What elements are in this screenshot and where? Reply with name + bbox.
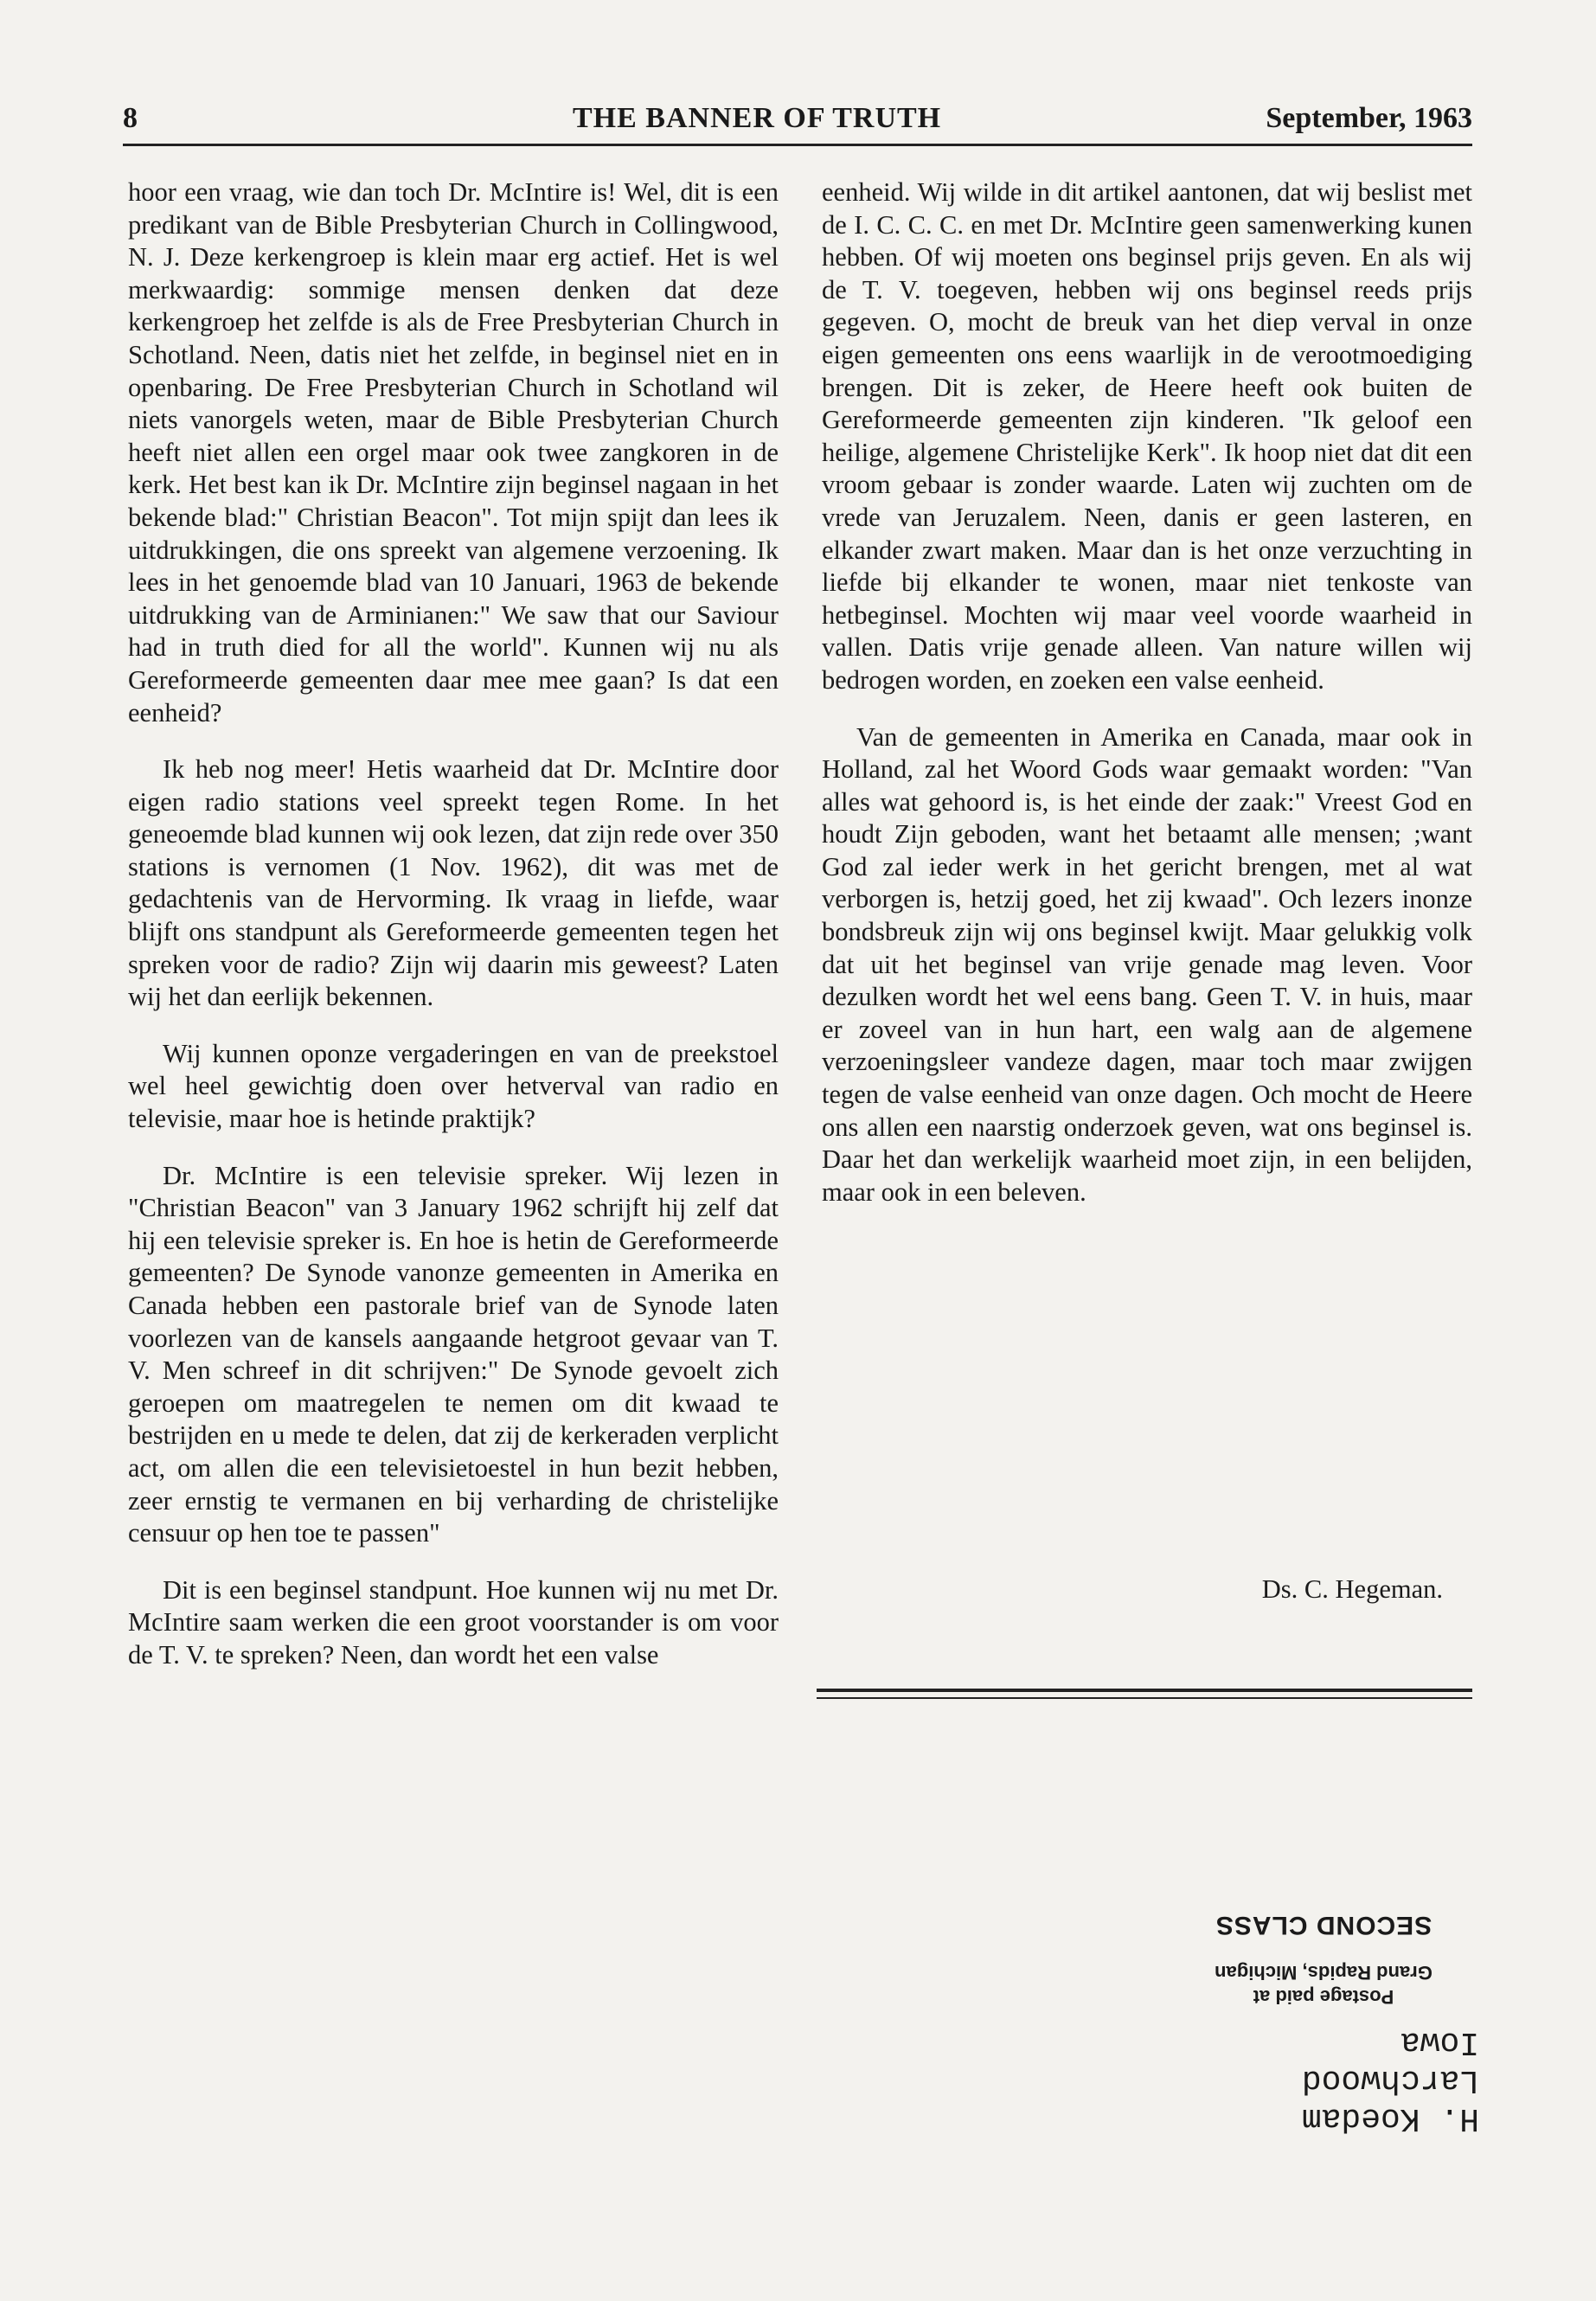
mailing-label (1133, 1886, 1479, 2163)
paragraph: eenheid. Wij wilde in dit artikel aantonen, dat wij beslist met de I. C. C. C. en met Dr. McIntire geen samenwerking kunen hebben. Of wij moeten ons beginsel prijs geven. En als wij de T. V. toegeven, hebben wij ons beginsel reeds prijs gegeven. O, mocht de breuk van het diep verval in onze eigen gemeenten ons eens waarlijk in de verootmoediging brengen. Dit is zeker, de Heere heeft ook buiten de Gereformeerde gemeenten zijn kinderen. "Ik geloof een heilige, algemene Christelijke Kerk". Ik hoop niet dat dit een vroom gebaar is zonder waarde. Laten wij zuchten om de vrede van Jeruzalem. Neen, danis er geen lasteren, en elkander zwart maken. Maar dan is het onze verzuchting in liefde bij elkander te wonen, maar niet tenkoste van hetbeginsel. Mochten wij maar veel voorde waarheid in vallen. Datis vrije genade alleen. Van nature willen wij bedrogen worden, en zoeken een valse eenheid. (822, 177, 1472, 695)
postage-permit (1168, 1960, 1479, 2009)
address-name: H. Koedam (1301, 2099, 1479, 2137)
permit-line: Grand Rapids, Michigan (1215, 1962, 1433, 1984)
paragraph: Dr. McIntire is een televisie spreker. Wij lezen in "Christian Beacon" van 3 January 1962 schrijft hij zelf dat hij een televisie spreker is. En hoe is hetin de Gereformeerde gemeenten? De Synode vanonze gemeenten in Amerika en Canada hebben een pastorale brief van de Synode laten voorlezen van de kansels aangaande hetgroot gevaar van T. V. Men schreef in dit schrijven:" De Synode gevoelt zich geroepen om maatregelen te nemen om dit kwaad te bestrijden en u mede te delen, dat zij de kerkeraden verplicht act, om allen die een televisietoestel in hun bezit hebben, zeer ernstig te vermanen en bij verharding de christelijke censuur op hen toe te passen" (128, 1160, 779, 1548)
publication-title: THE BANNER OF TRUTH (573, 102, 942, 134)
header-rule (123, 144, 1472, 146)
paragraph: Van de gemeenten in Amerika en Canada, maar ook in Holland, zal het Woord Gods waar gemaakt worden: "Van alles wat gehoord is, is het einde der zaak:" Vreest God en houdt Zijn geboden, want het betaamt alle mensen; ;want God zal ieder werk in het gericht brengen, met al wat verborgen is, hetzij goed, het zij kwaad". Och lezers inonze bondsbreuk zijn wij ons beginsel kwijt. Maar gelukkig volk dat uit het beginsel van vrije genade mag leven. Voor dezulken wordt het wel eens bang. Geen T. V. in huis, maar er zoveel van in hun hart, een walg aan de algemene verzoeningsleer vandeze dagen, maar toch maar zwijgen tegen de valse eenheid van onze dagen. Och mocht de Heere ons allen een naarstig onderzoek geven, wat ons beginsel is. Daar het dan werkelijk waarheid moet zijn, in een belijden, maar ook in een beleven. (822, 721, 1472, 1207)
left-column (128, 176, 779, 1696)
page-header (123, 102, 1472, 147)
section-divider (817, 1689, 1472, 1692)
paragraph: Ik heb nog meer! Hetis waarheid dat Dr. McIntire door eigen radio stations veel spreekt tegen Rome. In het geneoemde blad kunnen wij ook lezen, dat zijn rede over 350 stations is vernomen (1 Nov. 1962), dit was met de gedachtenis van de Hervorming. Ik vraag in liefde, waar blijft ons standpunt als Gereformeerde gemeenten tegen het spreken voor de radio? Zijn wij daarin mis geweest? Laten wij het dan eerlijk bekennen. (128, 754, 779, 1012)
author-signature: Ds. C. Hegeman. (1261, 1574, 1443, 1604)
paragraph: hoor een vraag, wie dan toch Dr. McIntire is! Wel, dit is een predikant van de Bible Presbyterian Church in Collingwood, N. J. Deze kerkengroep is klein maar erg actief. Het is wel merkwaardig: sommige mensen denken dat deze kerkengroep het zelfde is als de Free Presbyterian Church in Schotland. Neen, datis niet het zelfde, in beginsel niet en in openbaring. De Free Presbyterian Church in Schotland wil niets vanorgels weten, maar de Bible Presbyterian Church heeft niet allen een orgel maar ook twee zangkoren in de kerk. Het best kan ik Dr. McIntire zijn beginsel nagaan in het bekende blad:" Christian Beacon". Tot mijn spijt dan lees ik uitdrukkingen, die ons spreekt van algemene verzoening. Ik lees in het genoemde blad van 10 Januari, 1963 de bekende uitdrukking van de Arminianen:" We saw that our Saviour had in truth died for all the world". Kunnen wij nu als Gereformeerde gemeenten daar mee mee gaan? Is dat een eenheid? (128, 177, 779, 727)
section-divider-thin (817, 1697, 1472, 1699)
right-column (822, 176, 1472, 1233)
paragraph: Wij kunnen oponze vergaderingen en van de preekstoel wel heel gewichtig doen over hetverval van radio en televisie, maar hoe is hetinde praktijk? (128, 1038, 779, 1134)
postage-class: SECOND CLASS (1215, 1911, 1433, 1939)
permit-line: Postage paid at (1253, 1986, 1394, 2008)
issue-date: September, 1963 (1266, 102, 1472, 134)
paragraph: Dit is een beginsel standpunt. Hoe kunnen wij nu met Dr. McIntire saam werken die een groot voorstander is om voor de T. V. te spreken? Neen, dan wordt het een valse (128, 1574, 779, 1670)
recipient-address (1142, 2022, 1479, 2137)
page-number: 8 (123, 102, 138, 134)
address-state: Iowa (1400, 2023, 1479, 2061)
address-city: Larchwood (1301, 2061, 1479, 2099)
